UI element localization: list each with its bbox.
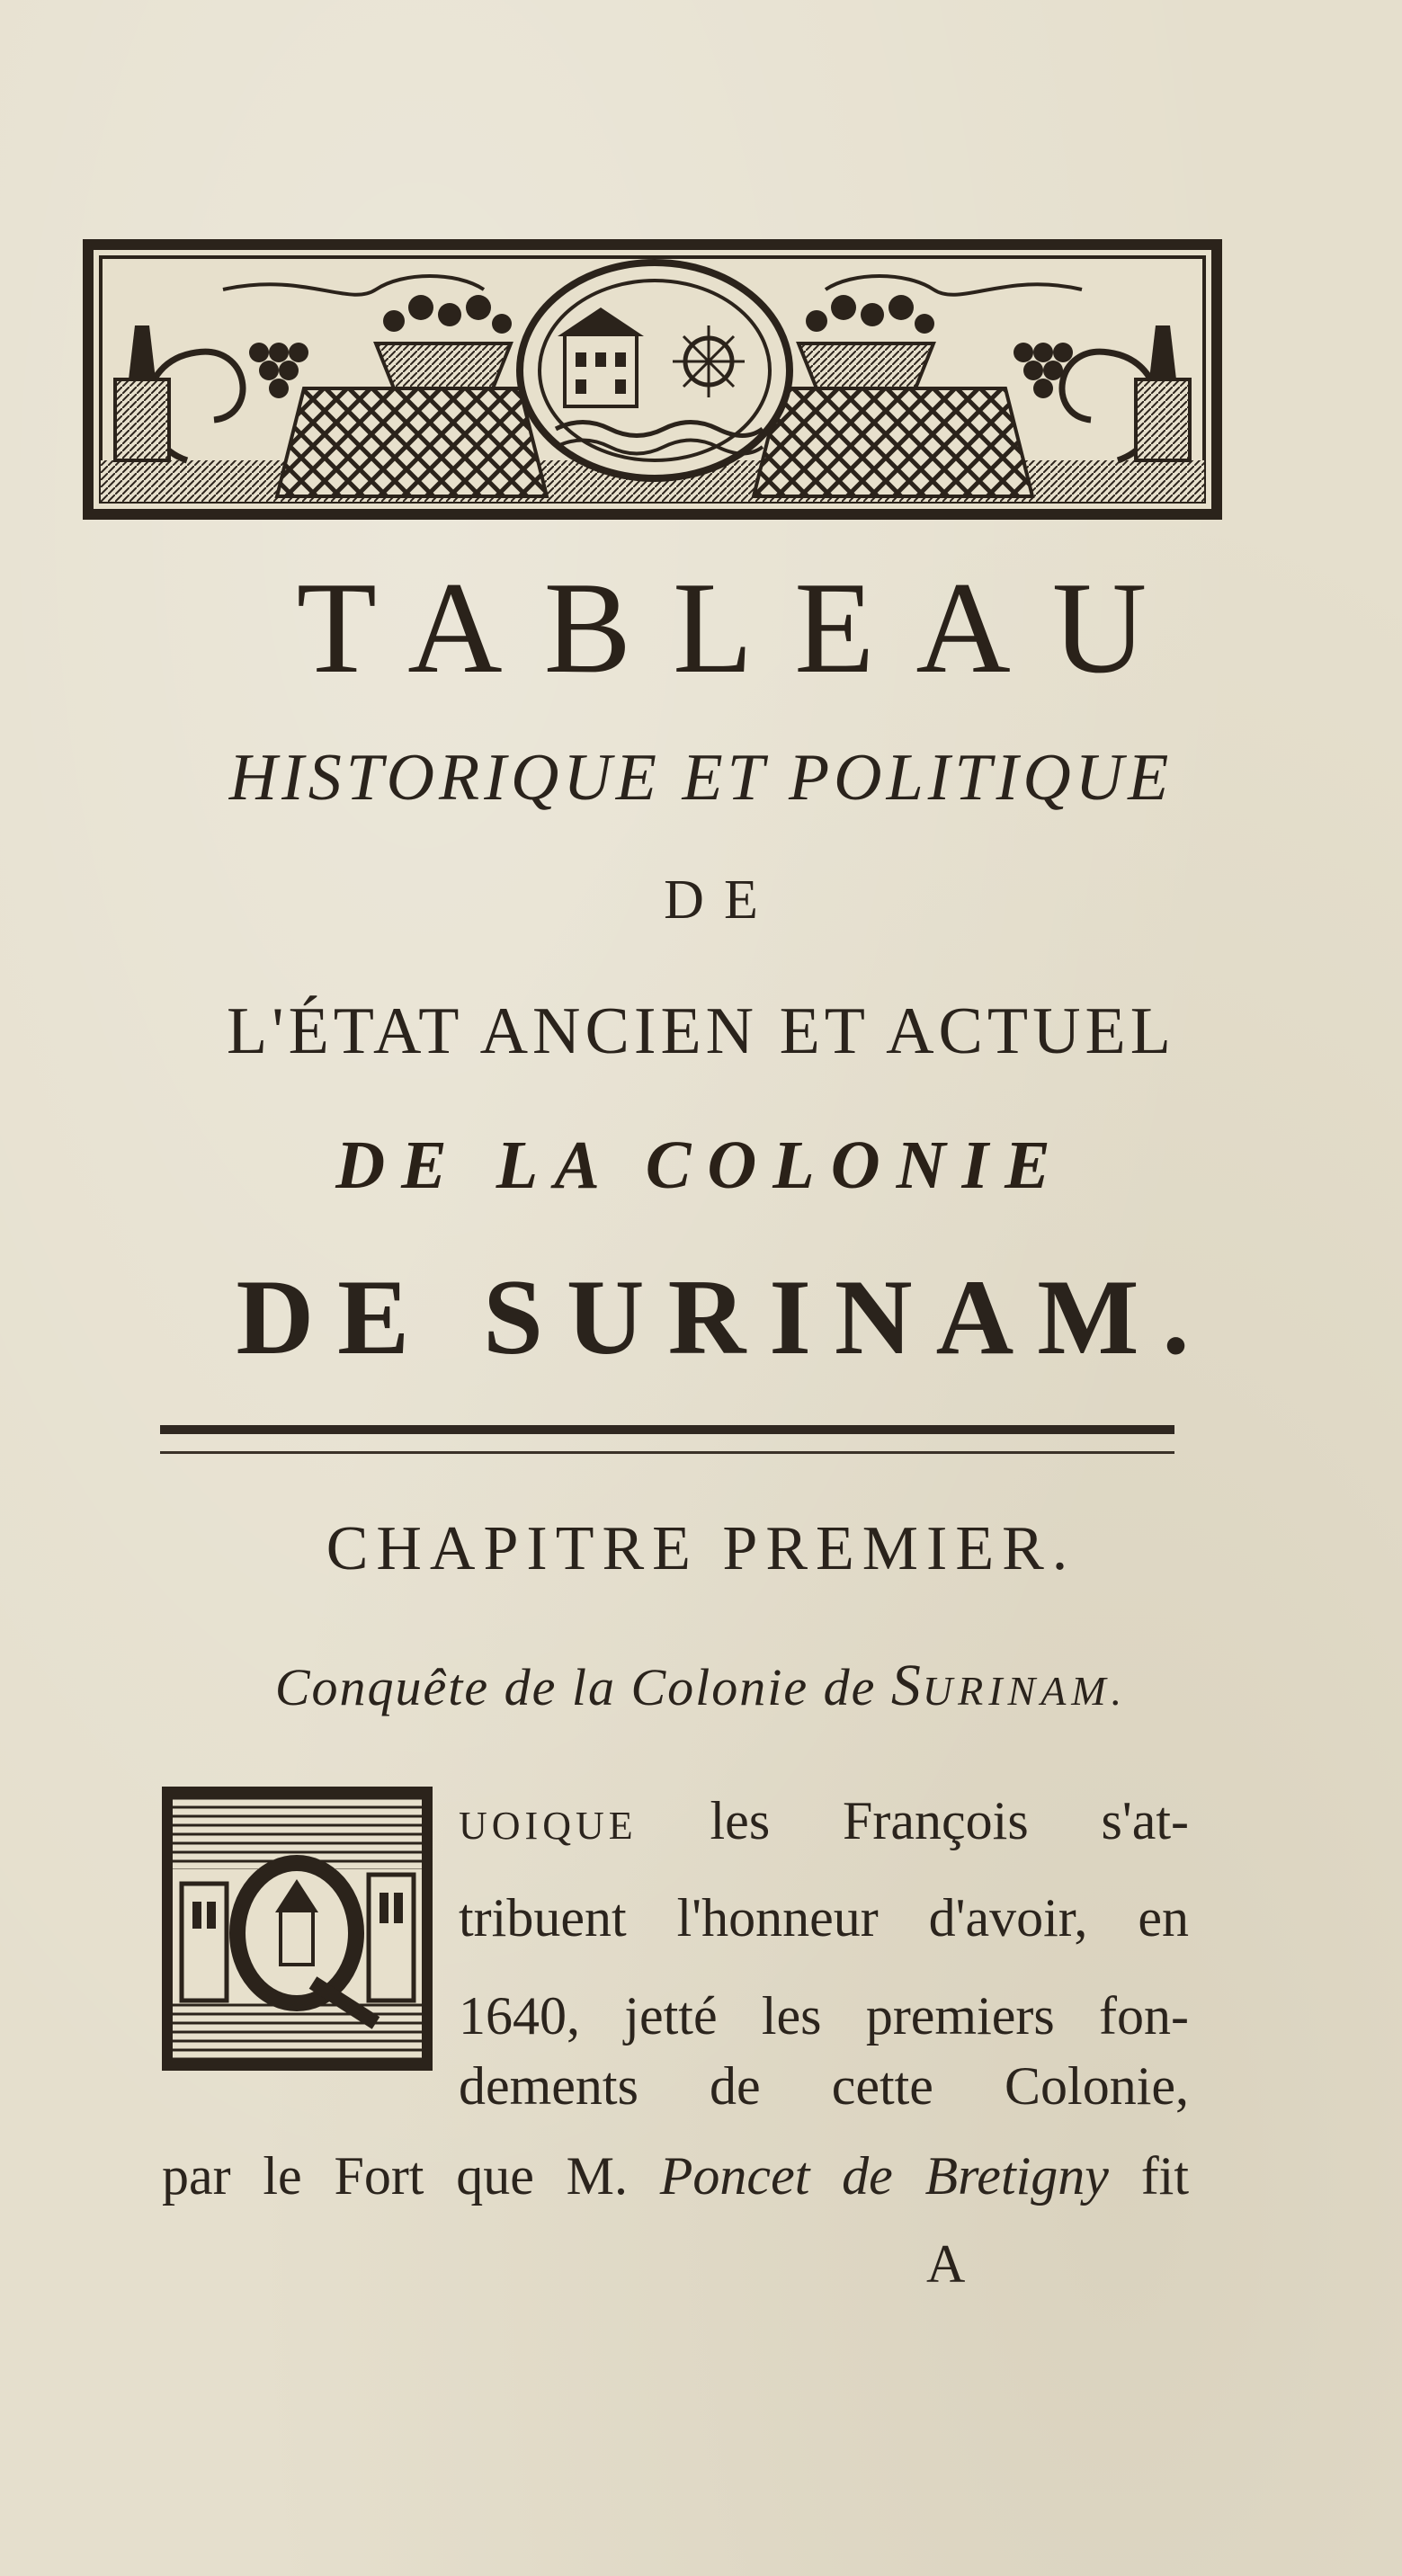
title-surinam: DE SURINAM. bbox=[236, 1257, 1213, 1377]
ornamental-headpiece bbox=[79, 236, 1226, 523]
person-name: Poncet de Bretigny bbox=[659, 2146, 1109, 2206]
body-line-4: dements de cette Colonie, bbox=[459, 2056, 1189, 2116]
chapter-subtitle-name-rest: URINAM. bbox=[922, 1668, 1128, 1714]
title-colonie: DE LA COLONIE bbox=[335, 1128, 1067, 1203]
chapter-subtitle-text: Conquête de la Colonie de bbox=[274, 1658, 877, 1716]
title-de: DE bbox=[664, 869, 778, 931]
drop-cap-illustration bbox=[160, 1785, 434, 2072]
signature-mark: A bbox=[926, 2234, 966, 2294]
chapter-heading: CHAPITRE PREMIER. bbox=[326, 1514, 1076, 1583]
body-line-5-start: par le Fort que M. bbox=[162, 2146, 628, 2206]
opening-word: UOIQUE bbox=[459, 1804, 638, 1848]
title-etat: L'ÉTAT ANCIEN ET ACTUEL bbox=[227, 994, 1175, 1068]
body-line-1-text: les François s'at- bbox=[710, 1791, 1189, 1850]
body-line-2: tribuent l'honneur d'avoir, en bbox=[459, 1888, 1189, 1948]
chapter-subtitle-name-cap: S bbox=[890, 1653, 923, 1718]
double-rule-thin bbox=[160, 1451, 1174, 1454]
chapter-subtitle bbox=[0, 1653, 1402, 1718]
body-line-5-end: fit bbox=[1140, 2146, 1190, 2206]
body-line-3: 1640, jetté les premiers fon- bbox=[459, 1986, 1189, 2046]
body-line-1 bbox=[459, 1791, 1189, 1850]
double-rule-thick bbox=[160, 1425, 1174, 1434]
title-subtitle: HISTORIQUE ET POLITIQUE bbox=[228, 741, 1174, 815]
title-main: TABLEAU bbox=[296, 555, 1189, 700]
body-line-5 bbox=[162, 2146, 1190, 2206]
